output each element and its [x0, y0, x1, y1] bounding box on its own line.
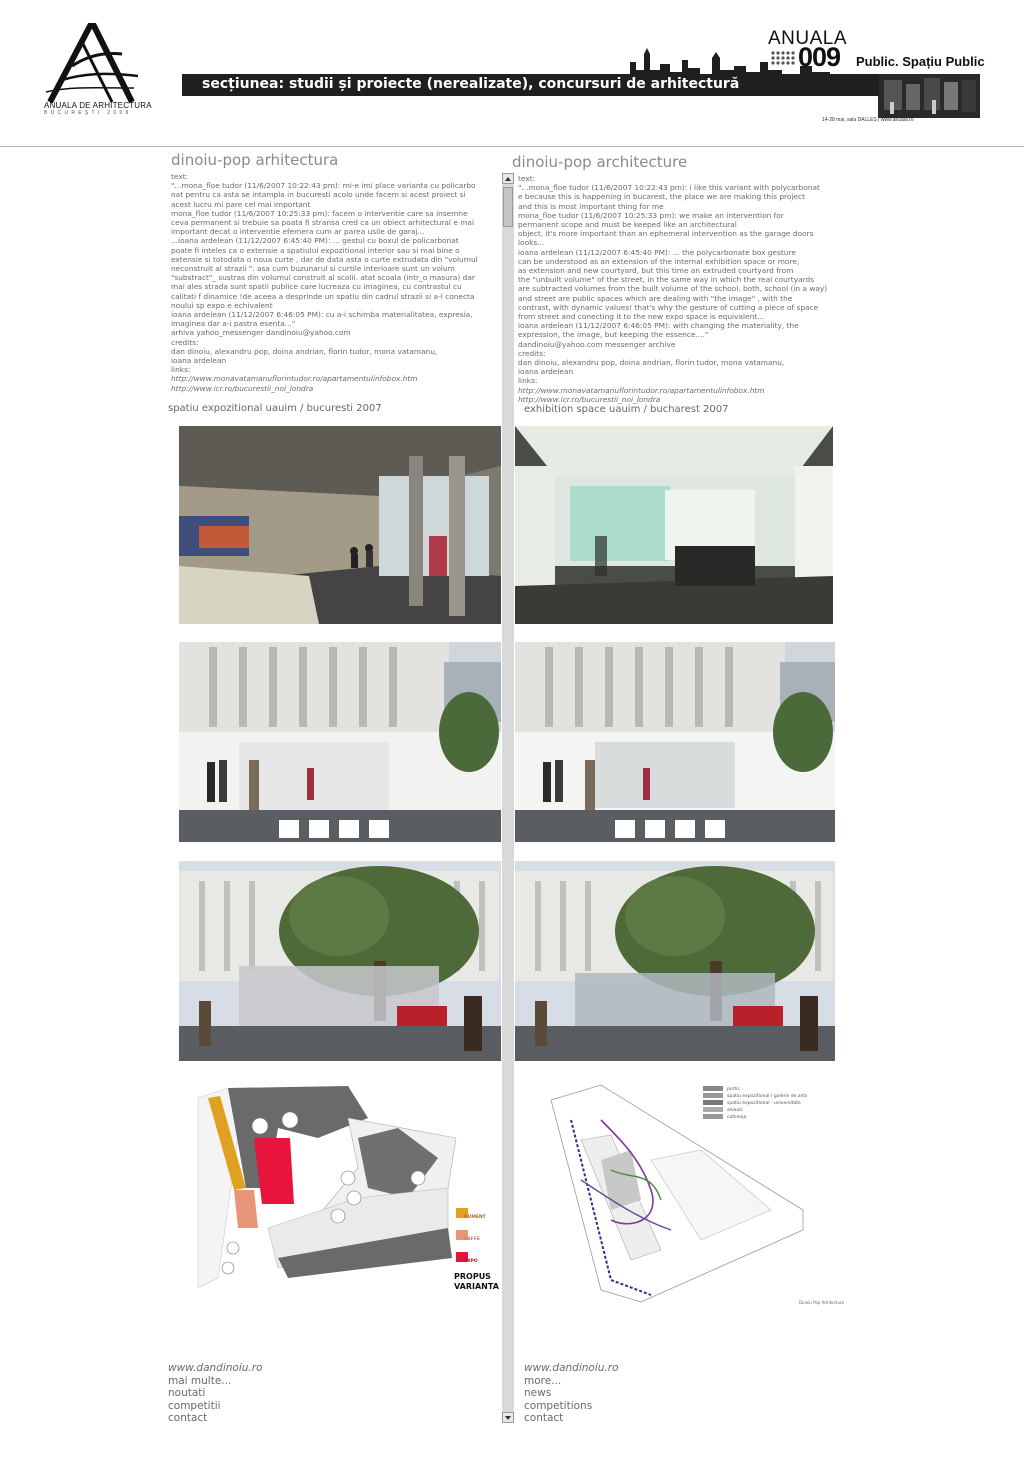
- text-line: ioana ardelean (11/12/2007 6:46:05 PM): cu a-i schimba materialitatea, expresia,: [171, 310, 473, 320]
- arrow-up-icon: [505, 177, 511, 181]
- text-line: neconstruit al strazii ". asa cum buzunarul si curtile interioare sunt un volum: [171, 264, 455, 274]
- news-link[interactable]: noutati: [168, 1387, 206, 1400]
- website-link[interactable]: www.dandinoiu.ro: [168, 1362, 263, 1374]
- text-line: links:: [518, 376, 538, 386]
- plan-label: PROPUS: [454, 1272, 491, 1281]
- text-line: nat pentru ca asta se intampla in bucuresti acolo unde facem si acest proiect si: [171, 190, 466, 200]
- right-title: dinoiu-pop architecture: [512, 153, 688, 171]
- plan-legend-label: alveolc: [727, 1108, 743, 1113]
- anuala-word: ANUALA: [768, 28, 848, 49]
- text-line: mai ales strada sunt spatii publice care lucreaza cu imaginea, cu contrastul cu: [171, 282, 462, 292]
- left-column: [167, 150, 507, 393]
- external-link[interactable]: http://www.monavatamanuflorintudor.ro/apartamentulinfobox.htm: [171, 374, 418, 384]
- logo-city: BUCUREȘTI 2009: [44, 110, 132, 116]
- scroll-thumb[interactable]: [503, 187, 513, 227]
- website-link[interactable]: www.dandinoiu.ro: [524, 1362, 619, 1374]
- arrow-down-icon: [505, 1416, 511, 1420]
- contact-link[interactable]: contact: [168, 1412, 208, 1425]
- text-line: ioana ardelean: [518, 367, 574, 377]
- text-line: ...ioana ardelean (11/12/2007 6:45:40 PM): ... gestul cu boxul de policarbonat: [171, 236, 459, 246]
- text-line: imaginea dar a-i pastra esenta...": [171, 319, 296, 329]
- render-courtyard-variant-1: [179, 861, 501, 1061]
- header: [0, 0, 1024, 128]
- text-line: looks...: [518, 238, 545, 248]
- right-caption: exhibition space uauim / bucharest 2007: [524, 404, 729, 415]
- text-line: dan dinoiu, alexandru pop, doina andrian, florin tudor, mona vatamanu,: [518, 358, 785, 368]
- competitions-link[interactable]: competitii: [168, 1399, 221, 1412]
- text-line: links:: [171, 365, 191, 375]
- text-line: e because this is happening in bucarest, the place we are making this project: [518, 192, 805, 202]
- text-line: "...mona_floe tudor (11/6/2007 10:22:43 pm): mi-e imi place varianta cu policarbo: [171, 181, 476, 191]
- dots-icon: [770, 50, 798, 68]
- text-line: "substract"_ sustras din volumul construit al scolii. atat scoala (intr_o masura) dar: [171, 273, 475, 283]
- external-link[interactable]: http://www.icr.ro/bucurestii_noi_londra: [518, 394, 661, 404]
- external-link[interactable]: http://www.icr.ro/bucurestii_noi_londra: [171, 383, 314, 393]
- text-line: noului sp expo e echivalent: [171, 300, 273, 310]
- dateline: 14-28 mai, sala DALLES | www.anuala.ro: [822, 117, 914, 123]
- text-line: acest lucru mi pare cel mai important: [171, 199, 311, 209]
- section-title: secțiunea: studii și proiecte (nerealizate), concursuri de arhitectură: [202, 76, 740, 92]
- text-line: object, it's more important than an ephemeral intervention as the garage doors: [518, 229, 814, 239]
- text-line: and street are public spaces which are dealing with "the image" , with the: [518, 293, 793, 303]
- plan-legend-label: CAFFE: [464, 1237, 481, 1242]
- text-line: poate fi inteles ca o extensie a spatiului expozitional interior sau si mai bine o: [171, 245, 460, 255]
- render-courtyard-variant-2: [515, 861, 835, 1061]
- text-line: mona_floe tudor (11/6/2007 10:25:33 pm): facem o interventie care sa insemne: [171, 208, 468, 218]
- more-link[interactable]: mai multe...: [168, 1374, 232, 1387]
- text-line: dandinoiu@yahoo.com messenger archive: [518, 339, 676, 349]
- text-line: credits:: [518, 348, 546, 358]
- scroll-down-button[interactable]: [502, 1412, 514, 1423]
- plan-credit: Dinoiu Pop Arhitectura: [799, 1300, 845, 1305]
- text-line: text:: [171, 172, 189, 181]
- site-plan-circulation: [541, 1080, 845, 1308]
- more-link[interactable]: more...: [524, 1374, 562, 1387]
- anuala-number: 009: [798, 42, 841, 72]
- competitions-link[interactable]: competitions: [524, 1399, 593, 1412]
- text-line: are subtracted volumes from the built volume of the school. both, school (in a way): [518, 284, 828, 294]
- render-street-view-variant-2: [515, 642, 835, 842]
- plan-legend-label: cafeneja: [727, 1115, 747, 1120]
- section-banner: [182, 74, 879, 96]
- plan-legend-label: GUMENT: [464, 1215, 486, 1220]
- plan-legend-label: spatiu expozitional / galerie de arta: [727, 1094, 807, 1099]
- right-text: [518, 174, 848, 404]
- right-footer: [524, 1362, 619, 1425]
- scrollbar[interactable]: [502, 173, 514, 1423]
- news-link[interactable]: news: [524, 1387, 552, 1400]
- text-line: extensie si totodata o noua curte , dar de data asta o curte extrudata din "volumul: [171, 254, 478, 264]
- text-line: calitati f dinamice !de aceea a desprinde un spatiu din cadrul strazii si a-l conecta: [171, 291, 475, 301]
- right-column: [512, 150, 852, 404]
- text-line: permanent scope and must be keeped like an architectural: [518, 220, 737, 230]
- render-street-view-variant-1: [179, 642, 501, 842]
- left-caption: spatiu expozitional uauim / bucuresti 2007: [168, 403, 382, 414]
- text-line: "...mona_floe tudor (11/6/2007 10:22:43 pm): i like this variant with polycarbonat: [518, 183, 820, 193]
- scroll-up-button[interactable]: [502, 173, 514, 184]
- header-divider: [0, 146, 1024, 147]
- text-line: important decat o interventie efemera cum ar parea usile de garaj...: [171, 227, 425, 237]
- text-line: dan dinoiu, alexandru pop, doina andrian, florin tudor, mona vatamanu,: [171, 346, 438, 356]
- text-line: mona_floe tudor (11/6/2007 10:25:33 pm): we make an intervention for: [518, 210, 784, 220]
- left-title: dinoiu-pop arhitectura: [171, 151, 339, 169]
- text-line: and this is most important thing for me: [518, 201, 664, 211]
- render-exhibition-interior: [515, 426, 833, 624]
- plan-legend-label: spatiu expozitional - universitate: [727, 1101, 801, 1106]
- photo-existing-arcade: [179, 426, 501, 624]
- text-line: ioana ardelean (11/12/2007 6:45:40 PM): ... the polycarbonate box gesture: [518, 247, 796, 257]
- text-line: expression, the image, but keeping the essence....": [518, 330, 709, 340]
- logo-name: ANUALA DE ARHITECTURA: [44, 101, 152, 110]
- exhibition-subtitle: Public. Spațiu Public: [856, 54, 985, 69]
- text-line: arhiva yahoo_messenger dandinoiu@yahoo.com: [171, 328, 351, 338]
- plan-label: VARIANTA: [454, 1282, 499, 1291]
- text-line: ceva permanent si trebuie sa poata fi stransa cred ca un obiect arhitectural e mai: [171, 218, 475, 228]
- contact-link[interactable]: contact: [524, 1412, 564, 1425]
- plan-legend-label: EXPO: [464, 1259, 478, 1264]
- text-line: the "unbuilt volume" of the street, in the same way in which the real courtyards: [518, 275, 815, 285]
- site-plan-proposed-variant: [198, 1078, 502, 1292]
- text-line: ioana ardelean: [171, 356, 227, 366]
- external-link[interactable]: http://www.monavatamanuflorintudor.ro/apartamentulinfobox.htm: [518, 385, 765, 395]
- text-line: text:: [518, 174, 536, 183]
- text-line: can be understood as an extension of the internal exhibition space or more,: [518, 256, 800, 266]
- text-line: from street and conecting it to the new expo space is equivalent...: [518, 312, 765, 322]
- left-text: [171, 172, 501, 393]
- text-line: as extension and new courtyard, but this time an extruded courtyard from: [518, 266, 794, 276]
- text-line: contrast, with dynamic values! that's why the gesture of cutting a piece of space: [518, 302, 819, 312]
- text-line: credits:: [171, 337, 199, 347]
- text-line: ioana ardelean (11/12/2007 6:46:05 PM): with changing the materiality, the: [518, 321, 799, 331]
- left-footer: [168, 1362, 263, 1425]
- plan-legend-label: portic: [727, 1087, 740, 1092]
